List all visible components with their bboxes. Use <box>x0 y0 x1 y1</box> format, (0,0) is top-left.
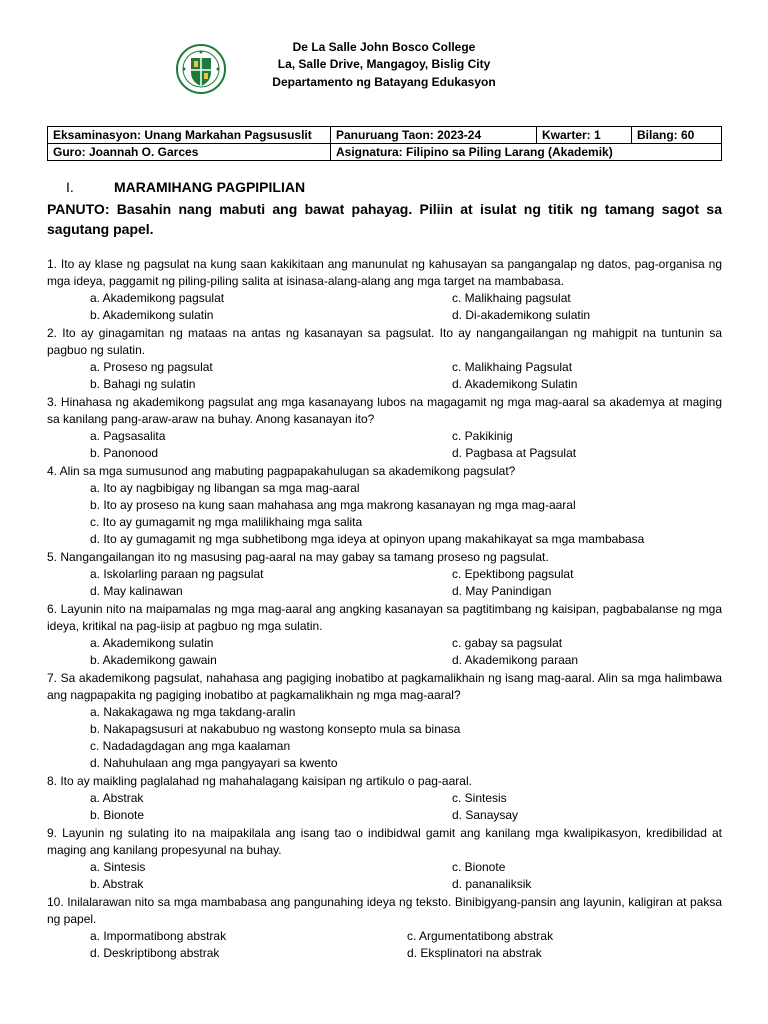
choice-8c: c. Sintesis <box>452 791 507 805</box>
choice-6a: a. Akademikong sulatin <box>90 636 214 650</box>
question-3: 3. Hinahasa ng akademikong pagsulat ang mga kasanayang lubos na magagamit ng mga mag-aaral sa akademya at maging sa kanilang pang-araw-araw na buhay. Anong kasanayan ito? <box>47 395 722 426</box>
school-address: La, Salle Drive, Mangagoy, Bislig City <box>277 57 491 71</box>
exam-cell: Eksaminasyon: Unang Markahan Pagsususlit <box>48 127 331 144</box>
question-1: 1. Ito ay klase ng pagsulat na kung saan kakikitaan ang manunulat ng kahusayan sa pangangalap ng datos, pag-organisa ng mga ideya, paggamit ng piling-piling salita at isinasa-alang-alang ang mga target na mambabasa. <box>47 257 722 288</box>
table-row <box>48 144 722 161</box>
choice-1a: a. Akademikong pagsulat <box>90 291 225 305</box>
subject-cell: Asignatura: Filipino sa Piling Larang (Akademik) <box>331 144 722 161</box>
choice-9b: b. Abstrak <box>90 877 144 891</box>
choice-5a: a. Iskolarling paraan ng pagsulat <box>90 567 264 581</box>
choice-8a: a. Abstrak <box>90 791 144 805</box>
question-5: 5. Nangangailangan ito ng masusing pag-aaral na may gabay sa tamang proseso ng pagsulat. <box>47 550 549 564</box>
department-name: Departamento ng Batayang Edukasyon <box>272 75 496 89</box>
choice-3d: d. Pagbasa at Pagsulat <box>452 446 577 460</box>
choice-10a: a. Impormatibong abstrak <box>90 929 227 943</box>
question-8: 8. Ito ay maikling paglalahad ng mahahalagang kaisipan ng artikulo o pag-aaral. <box>47 774 472 788</box>
choice-3a: a. Pagsasalita <box>90 429 166 443</box>
choice-10d1: d. Deskriptibong abstrak <box>90 946 220 960</box>
choice-10c: c. Argumentatibong abstrak <box>407 929 554 943</box>
question-10: 10. Inilalarawan nito sa mga mambabasa ang pangunahing ideya ng teksto. Binibigyang-pansin ang layunin, kaligiran at paksa ng papel. <box>47 895 722 926</box>
question-7: 7. Sa akademikong pagsulat, nahahasa ang pagiging inobatibo at pagkamalikhain ng isang mag-aaral. Alin sa mga halimbawa ang nagpapakita ng pagiging inobatibo at pagkamalikhain ng mga mag-aaral? <box>47 671 722 702</box>
choice-2b: b. Bahagi ng sulatin <box>90 377 196 391</box>
choice-9a: a. Sintesis <box>90 860 146 874</box>
choice-6b: b. Akademikong gawain <box>90 653 217 667</box>
choice-3b: b. Panonood <box>90 446 159 460</box>
choice-5d2: d. May Panindigan <box>452 584 552 598</box>
choice-10d2: d. Eksplinatori na abstrak <box>407 946 542 960</box>
choice-4d: d. Ito ay gumagamit ng mga subhetibong mga ideya at opinyon upang makahikayat sa mga mambabasa <box>90 532 645 546</box>
choice-6c: c. gabay sa pagsulat <box>452 636 563 650</box>
choice-3c: c. Pakikinig <box>452 429 513 443</box>
choice-4c: c. Ito ay gumagamit ng mga malilikhaing mga salita <box>90 515 363 529</box>
choice-7d: d. Nahuhulaan ang mga pangyayari sa kwento <box>90 756 338 770</box>
choice-7b: b. Nakapagsusuri at nakabubuo ng wastong konsepto mula sa binasa <box>90 722 461 736</box>
count-cell: Bilang: 60 <box>632 127 722 144</box>
quarter-cell: Kwarter: 1 <box>537 127 632 144</box>
exam-info-table <box>47 126 722 161</box>
choice-5d1: d. May kalinawan <box>90 584 183 598</box>
choice-9c: c. Bionote <box>452 860 506 874</box>
question-6: 6. Layunin nito na maipamalas ng mga mag-aaral ang angking kasanayan sa pagtitimbang ng kaisipan, pagbabalanse ng mga ideya, kritikal na pag-iisip at pagbuo ng mga sulatin. <box>47 602 722 633</box>
section-number: I. <box>66 179 74 195</box>
question-9: 9. Layunin ng sulating ito na maipakilala ang isang tao o indibidwal gamit ang kanilang mga kwalipikasyon, kredibilidad at maging ang kanilang propesyunal na buhay. <box>47 826 722 857</box>
choice-4b: b. Ito ay proseso na kung saan mahahasa ang mga makrong kasanayan ng mga mag-aaral <box>90 498 576 512</box>
school-year-cell: Panuruang Taon: 2023-24 <box>331 127 537 144</box>
choice-7a: a. Nakakagawa ng mga takdang-aralin <box>90 705 296 719</box>
choice-9d: d. pananaliksik <box>452 877 532 891</box>
instructions: PANUTO: Basahin nang mabuti ang bawat pahayag. Piliin at isulat ng titik ng tamang sagot sa sagutang papel. <box>47 201 722 237</box>
section-title: MARAMIHANG PAGPIPILIAN <box>114 179 306 195</box>
choice-1c: c. Malikhaing pagsulat <box>452 291 571 305</box>
question-4: 4. Alin sa mga sumusunod ang mabuting pagpapakahulugan sa akademikong pagsulat? <box>47 464 516 478</box>
choice-8d: d. Sanaysay <box>452 808 519 822</box>
choice-4a: a. Ito ay nagbibigay ng libangan sa mga mag-aaral <box>90 481 360 495</box>
choice-8b: b. Bionote <box>90 808 145 822</box>
choice-6d: d. Akademikong paraan <box>452 653 579 667</box>
table-row <box>48 127 722 144</box>
choice-1b: b. Akademikong sulatin <box>90 308 214 322</box>
question-2: 2. Ito ay ginagamitan ng mataas na antas ng kasanayan sa pagsulat. Ito ay nangangailangan ng mahigpit na tuntunin sa pagbuo ng sulatin. <box>47 326 722 357</box>
choice-5c: c. Epektibong pagsulat <box>452 567 574 581</box>
teacher-cell: Guro: Joannah O. Garces <box>48 144 331 161</box>
choice-2d: d. Akademikong Sulatin <box>452 377 578 391</box>
choice-2a: a. Proseso ng pagsulat <box>90 360 213 374</box>
section-heading <box>66 179 305 195</box>
choice-1d: d. Di-akademikong sulatin <box>452 308 591 322</box>
school-name: De La Salle John Bosco College <box>292 40 476 54</box>
choice-2c: c. Malikhaing Pagsulat <box>452 360 573 374</box>
choice-7c: c. Nadadagdagan ang mga kaalaman <box>90 739 291 753</box>
